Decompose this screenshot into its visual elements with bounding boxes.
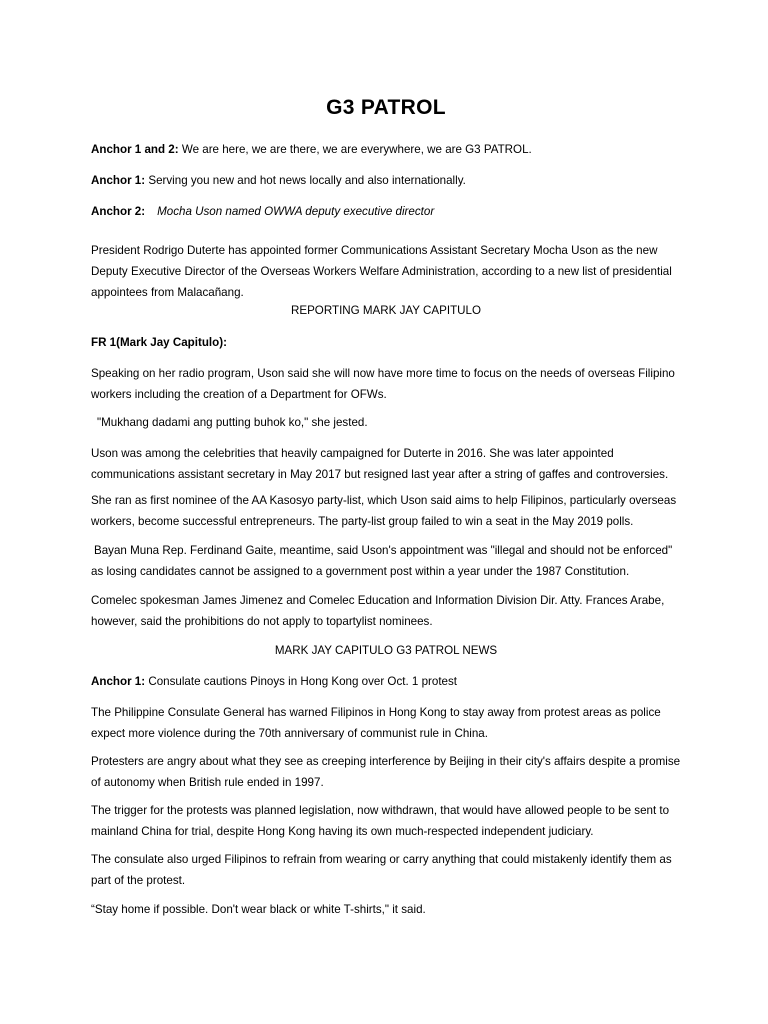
text-line: The Philippine Consulate General has warned Filipinos in Hong Kong to stay away from protest areas as police	[91, 706, 661, 719]
paragraph-radio	[91, 363, 681, 405]
text-line: expect more violence during the 70th anniversary of communist rule in China.	[91, 727, 488, 740]
text-line: workers, become successful entrepreneurs. The party-list group failed to win a seat in the May 2019 polls.	[91, 515, 634, 528]
news-signoff: MARK JAY CAPITULO G3 PATROL NEWS	[274, 644, 498, 657]
text-line: Bayan Muna Rep. Ferdinand Gaite, meantime, said Uson's appointment was "illegal and should not be enforced"	[94, 544, 673, 557]
text-line: however, said the prohibitions do not apply to topartylist nominees.	[91, 615, 433, 628]
anchor-2-headline-line	[91, 201, 691, 222]
text-line: The trigger for the protests was planned legislation, now withdrawn, that would have allowed people to be sent to	[91, 804, 670, 817]
quote-stay-home: “Stay home if possible. Don't wear black or white T-shirts," it said.	[91, 903, 426, 916]
text-line: Uson was among the celebrities that heavily campaigned for Duterte in 2016. She was later appointed	[91, 447, 614, 460]
reporting-heading: REPORTING MARK JAY CAPITULO	[290, 304, 482, 317]
paragraph-protesters	[91, 751, 681, 793]
headline-text: Mocha Uson named OWWA deputy executive director	[157, 205, 435, 218]
text-line: Speaking on her radio program, Uson said she will now have more time to focus on the needs of overseas Filipino	[91, 367, 675, 380]
text-line: Deputy Executive Director of the Overseas Workers Welfare Administration, according to a new list of presidential	[91, 265, 672, 278]
paragraph-celebrities	[91, 443, 681, 485]
field-reporter-label	[91, 332, 691, 353]
text-line: President Rodrigo Duterte has appointed former Communications Assistant Secretary Mocha Uson as the new	[91, 244, 658, 257]
anchor-label: Anchor 2:	[91, 205, 146, 218]
anchor-label: Anchor 1:	[91, 174, 146, 187]
text-line: workers including the creation of a Department for OFWs.	[91, 388, 387, 401]
quote-jest: "Mukhang dadami ang putting buhok ko," she jested.	[97, 416, 368, 429]
anchor-text: Serving you new and hot news locally and also internationally.	[145, 174, 466, 187]
text-line: communications assistant secretary in May 2017 but resigned last year after a string of gaffes and controversies.	[91, 468, 669, 481]
anchor-text: We are here, we are there, we are everywhere, we are G3 PATROL.	[178, 143, 532, 156]
paragraph-partylist	[91, 490, 681, 532]
text-line: The consulate also urged Filipinos to refrain from wearing or carry anything that could mistakenly identify them as	[91, 853, 672, 866]
paragraph-comelec	[91, 590, 681, 632]
anchor-1-hongkong-line	[91, 671, 691, 692]
text-line: as losing candidates cannot be assigned to a government post within a year under the 1987 Constitution.	[91, 565, 630, 578]
anchor-text: Consulate cautions Pinoys in Hong Kong over Oct. 1 protest	[145, 675, 458, 688]
text-line: of autonomy when British rule ended in 1997.	[91, 776, 324, 789]
text-line: appointees from Malacañang.	[91, 286, 244, 299]
page-title: G3 PATROL	[326, 96, 446, 119]
paragraph-appointment	[91, 240, 681, 303]
anchor-label: Anchor 1:	[91, 675, 146, 688]
paragraph-gaite	[91, 540, 681, 582]
text-line: mainland China for trial, despite Hong Kong having its own much-respected independent judiciary.	[91, 825, 594, 838]
text-line: She ran as first nominee of the AA Kasosyo party-list, which Uson said aims to help Filipinos, particularly overseas	[91, 494, 677, 507]
paragraph-trigger	[91, 800, 681, 842]
anchor-1-intro-line	[91, 170, 691, 191]
text-line: part of the protest.	[91, 874, 186, 887]
fr1-label: FR 1(Mark Jay Capitulo):	[91, 336, 227, 349]
anchor-1-and-2-line	[91, 139, 691, 160]
paragraph-consulate	[91, 702, 681, 744]
text-line: Comelec spokesman James Jimenez and Comelec Education and Information Division Dir. Atty. Frances Arabe,	[91, 594, 665, 607]
paragraph-urged	[91, 849, 681, 891]
anchor-label: Anchor 1 and 2:	[91, 143, 179, 156]
text-line: Protesters are angry about what they see as creeping interference by Beijing in their city's affairs despite a promise	[91, 755, 681, 768]
